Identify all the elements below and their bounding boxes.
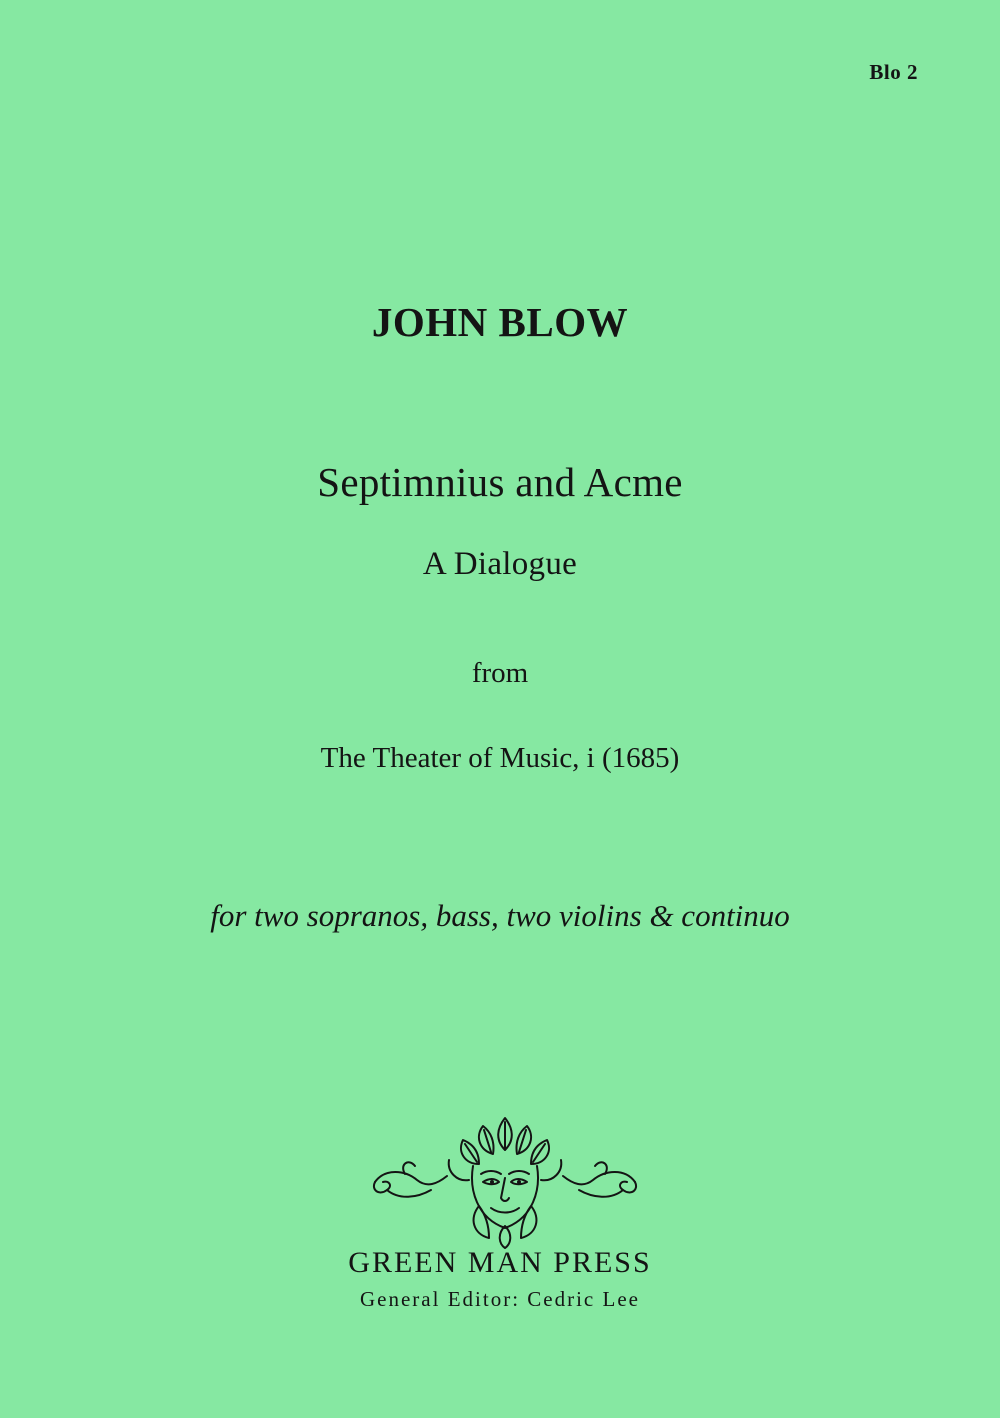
general-editor: General Editor: Cedric Lee xyxy=(360,1287,640,1311)
work-title: Septimnius and Acme xyxy=(317,459,683,505)
green-man-face-icon xyxy=(365,1110,645,1250)
work-subtitle: A Dialogue xyxy=(422,546,578,582)
instrumentation: for two sopranos, bass, two violins & continuo xyxy=(210,898,790,933)
from-label: from xyxy=(471,657,529,689)
catalog-number: Blo 2 xyxy=(869,60,918,84)
publisher-name: GREEN MAN PRESS xyxy=(348,1246,652,1279)
source-collection: The Theater of Music, i (1685) xyxy=(320,742,680,774)
composer-name: JOHN BLOW xyxy=(371,299,629,345)
